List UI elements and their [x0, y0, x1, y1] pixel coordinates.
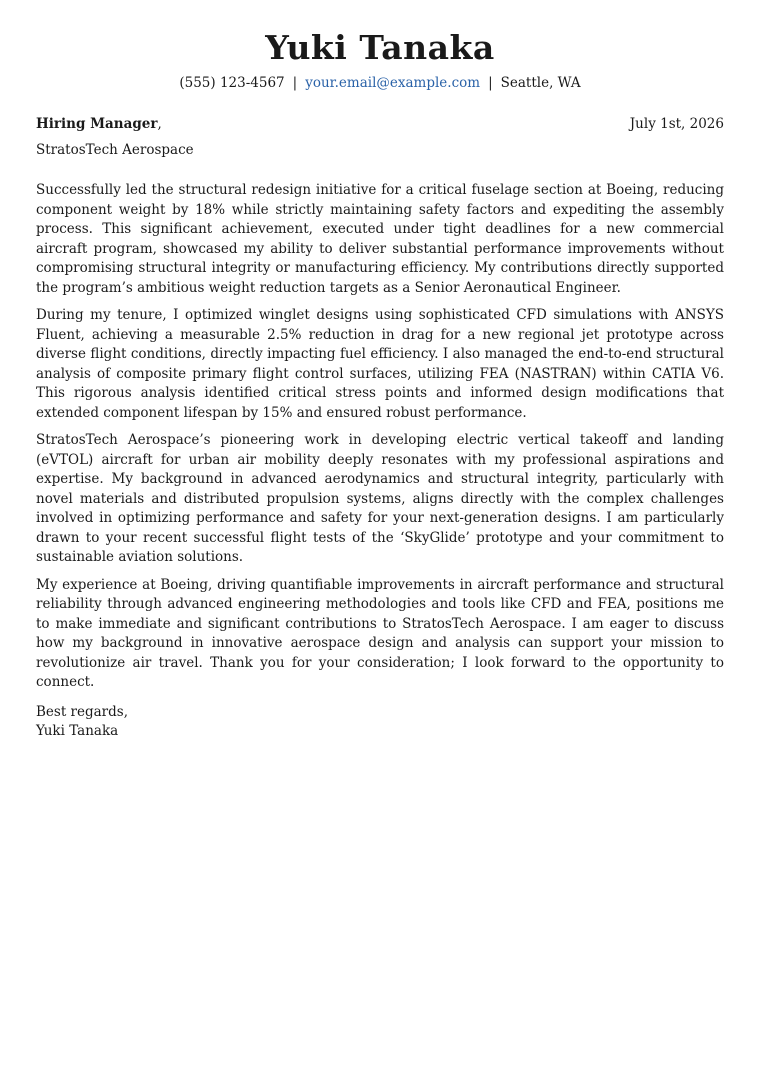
signature-name: Yuki Tanaka — [36, 723, 119, 739]
body-paragraph: My experience at Boeing, driving quantifiable improvements in aircraft performance and structural reliability through advanced engineering methodologies and tools like CFD and FEA, positions me to make immediate and significant contributions to StratosTech Aerospace. I am eager to discuss how my background in innovative aerospace design and analysis can support your mission to revolutionize air travel. Thank you for your consideration; I look forward to the opportunity to connect. — [36, 576, 724, 690]
phone-number: (555) 123-4567 — [179, 75, 285, 91]
recipient-punctuation: , — [157, 116, 162, 132]
recipient-company: StratosTech Aerospace — [36, 142, 194, 158]
body-paragraph: Successfully led the structural redesign initiative for a critical fuselage section at Boeing, reducing component weight by 18% while strictly maintaining safety factors and expediting the assembly process. This significant achievement, executed under tight deadlines for a new commercial aircraft program, showcased my ability to deliver substantial performance improvements without compromising structural integrity or manufacturing efficiency. My contributions directly supported the program’s ambitious weight reduction targets as a Senior Aeronautical Engineer. — [36, 182, 724, 296]
recipient-name: Hiring Manager — [36, 116, 158, 132]
closing-salutation: Best regards, — [36, 703, 129, 720]
location: Seattle, WA — [500, 75, 581, 91]
contact-line — [36, 74, 724, 92]
email-link[interactable]: your.email@example.com — [305, 75, 481, 91]
closing-block — [36, 703, 724, 742]
applicant-name: Yuki Tanaka — [265, 28, 495, 67]
contact-separator: | — [292, 75, 298, 91]
letter-body — [36, 181, 724, 742]
contact-separator: | — [488, 75, 493, 91]
body-paragraph: StratosTech Aerospace’s pioneering work in developing electric vertical takeoff and landing (eVTOL) aircraft for urban air mobility deeply resonates with my professional aspirations and expertise. My background in advanced aerodynamics and structural integrity, particularly with novel materials and distributed propulsion systems, aligns directly with the complex challenges involved in optimizing performance and safety for your next-generation designs. I am particularly drawn to your recent successful flight tests of the ‘SkyGlide’ prototype and your commitment to sustainable aviation solutions. — [36, 432, 724, 565]
recipient-row — [36, 115, 724, 133]
body-paragraph: During my tenure, I optimized winglet designs using sophisticated CFD simulations with ANSYS Fluent, achieving a measurable 2.5% reduction in drag for a new regional jet prototype across diverse flight conditions, directly impacting fuel efficiency. I also managed the end-to-end structural analysis of composite primary flight control surfaces, utilizing FEA (NASTRAN) within CATIA V6. This rigorous analysis identified critical stress points and informed design modifications that extended component lifespan by 15% and ensured robust performance. — [36, 307, 724, 421]
letter-date: July 1st, 2026 — [629, 116, 724, 132]
